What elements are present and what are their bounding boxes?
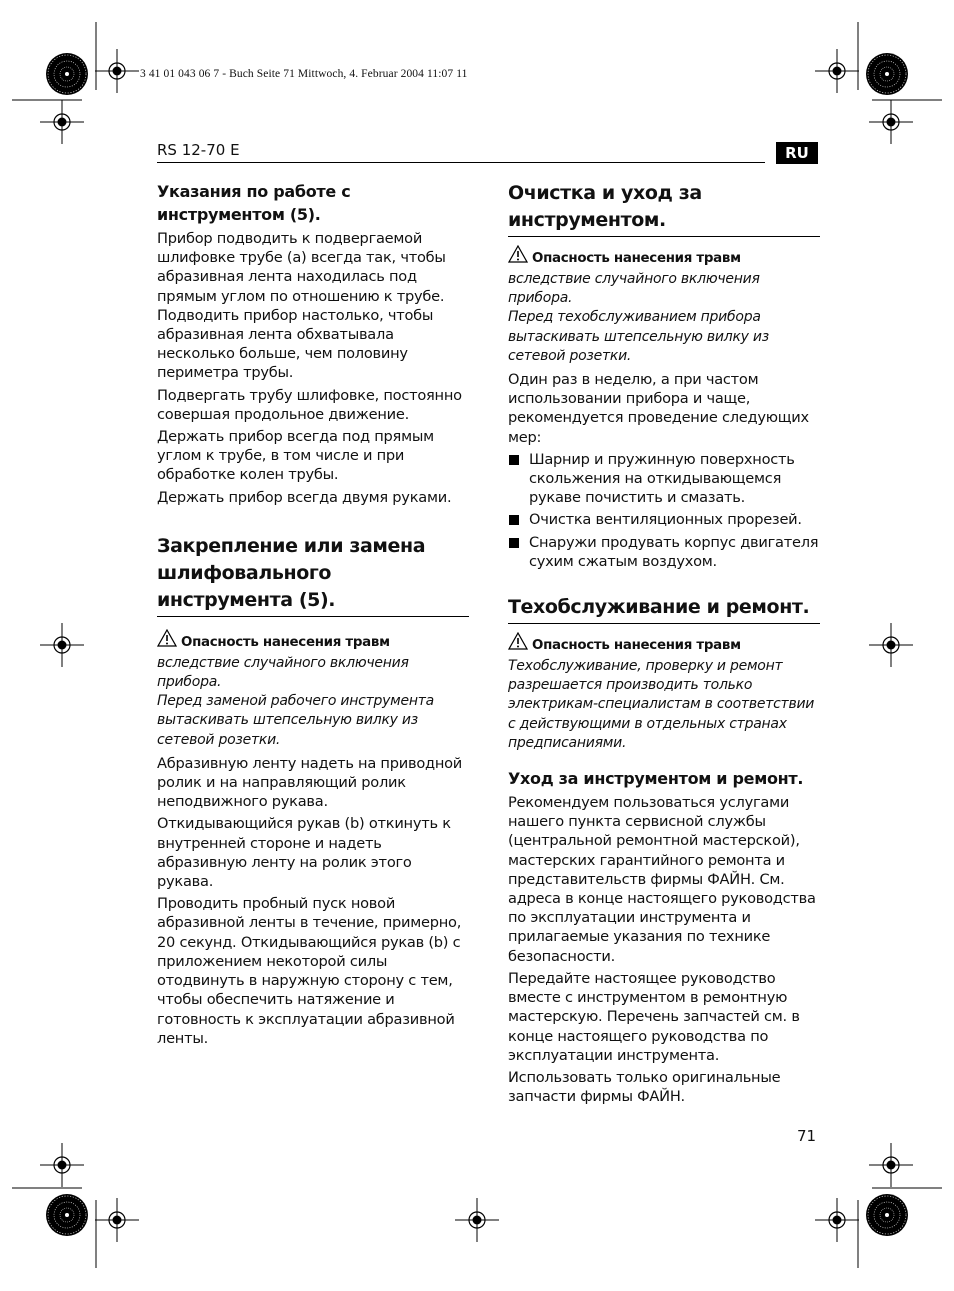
warning-text: Перед техобслуживанием прибора вытаскивать штепсельную вилку из сетевой розетки. xyxy=(508,309,769,364)
section-title-working: Указания по работе с инструментом (5). xyxy=(157,182,351,224)
section-title-cleaning: Очистка и уход за инструментом. xyxy=(508,180,820,237)
section-title-service: Техобслуживание и ремонт. xyxy=(508,594,820,624)
warning-text: вследствие случайного включения прибора. xyxy=(508,271,760,307)
warning-title: Опасность нанесения травм xyxy=(532,251,741,266)
language-badge: RU xyxy=(776,142,818,164)
warning-heading xyxy=(508,245,820,270)
maintenance-list xyxy=(508,450,820,571)
list-item: Снаружи продувать корпус двигателя сухим сжатым воздухом. xyxy=(508,533,820,571)
paragraph: Прибор подводить к подвергаемой шлифовке трубе (a) всегда так, чтобы абразивная лента находилась под прямым углом по отношению к трубе. Подводить прибор настолько, чтобы абразивная лента обхватывала несколько больше, чем половину периметра трубы. xyxy=(157,230,446,382)
warning-text: Техобслуживание, проверку и ремонт разрешается производить только электрикам-специалистам в соответствии с действующими в отдельных странах предписаниями. xyxy=(508,658,815,751)
warning-title: Опасность нанесения травм xyxy=(532,638,741,654)
paragraph: Использовать только оригинальные запчасти фирмы ФАЙН. xyxy=(508,1068,781,1106)
paragraph: Держать прибор всегда двумя руками. xyxy=(157,488,452,506)
print-slug: 3 41 01 043 06 7 - Buch Seite 71 Mittwoch, 4. Februar 2004 11:07 11 xyxy=(140,68,468,80)
paragraph: Откидывающийся рукав (b) откинуть к внутренней стороне и надеть абразивную ленту на ролик этого рукава. xyxy=(157,815,451,891)
section-title-tool-change: Закрепление или замена шлифовального инструмента (5). xyxy=(157,533,469,617)
list-item: Очистка вентиляционных прорезей. xyxy=(508,510,820,529)
bullet-square-icon xyxy=(509,538,519,548)
paragraph: Абразивную ленту надеть на приводной ролик и на направляющий ролик неподвижного рукава. xyxy=(157,754,463,811)
warning-heading xyxy=(508,632,820,657)
warning-title: Опасность нанесения травм xyxy=(181,634,390,650)
paragraph: Один раз в неделю, а при частом использовании прибора и чаще, рекомендуется проведение следующих мер: xyxy=(508,371,809,446)
warning-text: вследствие случайного включения прибора. xyxy=(157,654,409,691)
list-item: Шарнир и пружинную поверхность скольжения на откидывающемся рукаве почистить и смазать. xyxy=(508,450,820,508)
warning-text: Перед заменой рабочего инструмента вытаскивать штепсельную вилку из сетевой розетки. xyxy=(157,693,434,748)
bullet-square-icon xyxy=(509,515,519,525)
paragraph: Подвергать трубу шлифовке, постоянно совершая продольное движение. xyxy=(157,386,462,423)
header-rule xyxy=(157,162,765,163)
section-title-repair: Уход за инструментом и ремонт. xyxy=(508,769,804,789)
paragraph: Проводить пробный пуск новой абразивной ленты в течение, примерно, 20 секунд. Откидывающийся рукав (b) с приложением некоторой силы отодвинуть в наружную сторону с тем, чтобы обеспечить натяжение и готовность к эксплуатации абразивной ленты. xyxy=(157,895,462,1047)
warning-icon xyxy=(508,245,528,263)
left-column xyxy=(157,180,469,1051)
bullet-square-icon xyxy=(509,455,519,465)
right-column xyxy=(508,180,820,1109)
page-number: 71 xyxy=(797,1127,817,1145)
paragraph: Держать прибор всегда под прямым углом к трубе, в том числе и при обработке колен трубы. xyxy=(157,428,434,484)
paragraph: Передайте настоящее руководство вместе с инструментом в ремонтную мастерскую. Перечень запчастей см. в конце настоящего руководства по эксплуатации инструмента. xyxy=(508,969,800,1064)
model-number: RS 12-70 E xyxy=(157,141,240,159)
warning-icon xyxy=(157,629,177,647)
warning-icon xyxy=(508,632,528,650)
warning-heading xyxy=(157,629,469,654)
paragraph: Рекомендуем пользоваться услугами нашего пункта сервисной службы (центральной ремонтной мастерской), мастерских гарантийного ремонта и представительств фирмы ФАЙН. См. адреса в конце настоящего руководства по эксплуатации инструмента и прилагаемые указания по технике безопасности. xyxy=(508,794,816,965)
